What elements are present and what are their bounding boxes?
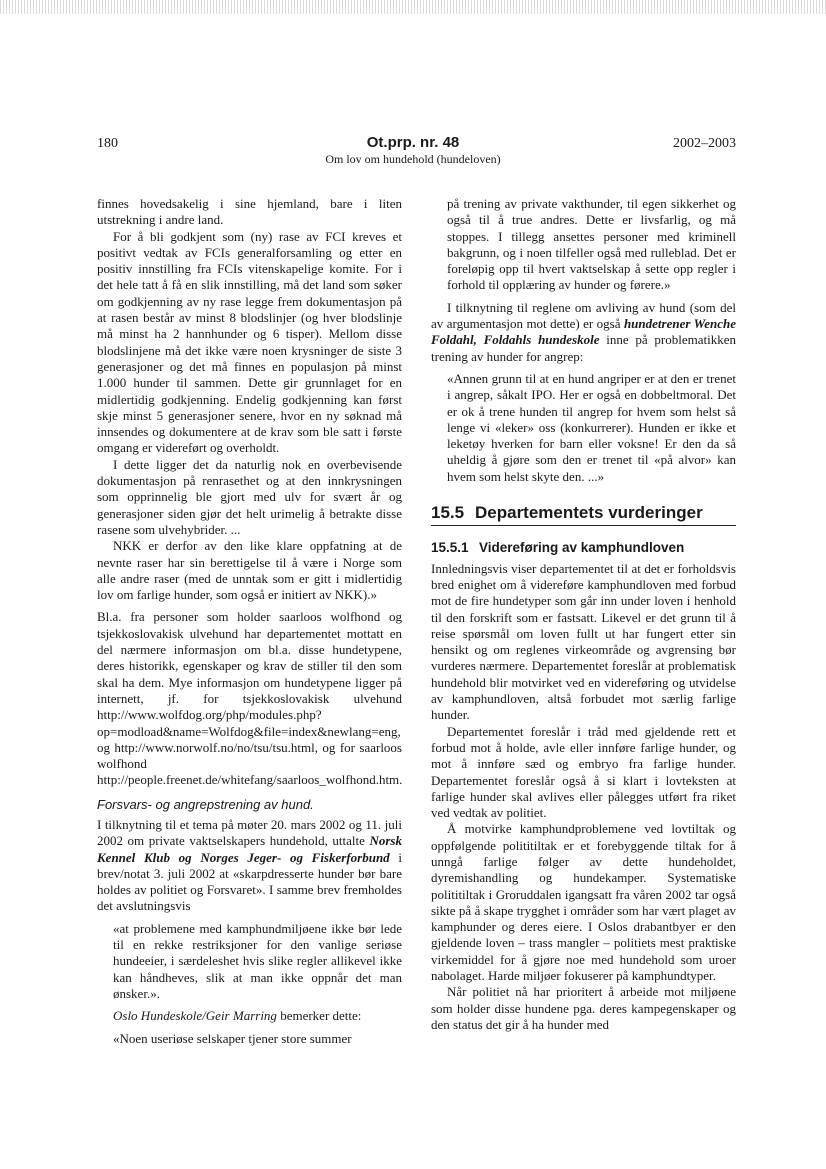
subsection-number: 15.5.1: [431, 540, 469, 556]
quote-text: «at problemene med kamphundmiljøene ikke bør lede til en rekke restriksjoner for den vanlige seriøse hundeeier, i særdeleshet hvis slike regler allikevel ikke kan håndheves, slik at man ikke oppnår det man ønsker.».: [113, 920, 402, 1001]
paragraph: finnes hovedsakelig i sine hjemland, bare i liten utstrekning i andre land.: [97, 196, 402, 228]
block-quote: [113, 921, 402, 1002]
paragraph: [97, 817, 402, 915]
quote-text: på trening av private vakthunder, til egen sikkerhet og også til å true andres. Dette er livsfarlig, og må stoppes. I tillegg ansettes personer med kriminell bakgrunn, og i noen tilfeller også med rulleblad. Det er foreløpig opp til hvert vaktselskap å sette opp regler i forhold til opplæring av hunder og førere.»: [447, 196, 736, 293]
text-run: I tilknytning til reglene om avliving av hund (som del av argumentasjon mot dette) er også: [431, 299, 736, 332]
text-run: inne på problematikken trening av hunder for angrep:: [431, 332, 736, 364]
quote-text: «Noen useriøse selskaper tjener store summer: [113, 1030, 352, 1046]
paragraph: For å bli godkjent som (ny) rase av FCI kreves et positivt vedtak av FCIs generalforsamling og etter en positiv innstilling fra FCIs vitenskapelige komite. For i det hele tatt å få en slik innstilling, må det land som søker om godkjenning av ny rase legge frem dokumentasjon på at rasen består av minst 8 blodslinjer (og hver blodslinje må minst ha 2 hannhunder og 6 tisper). Mellom disse blodslinjene må det ikke være noen krysninger de siste 3 generasjoner og det må finnes en populasjon på minst 1.000 hunder til sammen. Dette gir grunnlaget for en midlertidig godkjenning. Endelig godkjenning kan først skje minst 5 generasjoner senere, hvor en ny søknad må innsendes og dokumentere at de krav som ble satt i første omgang er videreført og overholdt.: [97, 228, 402, 456]
paragraph: I dette ligger det da naturlig nok en overbevisende dokumentasjon på renrasethet og at den innkrysningen som opprinnelig ble gjort med ulv for svært år og generasjoner siden gjør det helt urimelig å betrakte disse rasene som ulvehybrider. ...: [97, 456, 402, 537]
text-run: I tilknytning til et tema på møter 20. mars 2002 og 11. juli 2002 om private vaktselskapers hundehold, uttalte: [97, 816, 402, 849]
page-number: 180: [97, 136, 118, 151]
quote-text: «Annen grunn til at en hund angriper er at den er trenet i angrep, såkalt IPO. Her er også en dobbeltmoral. Det er ok å trene hunden til angrep for hvem som helst så lenge vi «leker» oss (konkurrerer). Hunden er ikke et leketøy hverken for barn eller voksne! Er den da så uheldig å gjøre som den er trenet til «på alvor» kan hvem som helst skyte den. ...»: [447, 370, 736, 484]
paragraph: NKK er derfor av den like klare oppfatning at de nevnte raser har sin berettigelse til å være i Norge som alle andre raser (med de unntak som er gitt i midlertidig lov om farlige hunder, som også er initiert av NKK).»: [97, 538, 402, 603]
organisation-name: Norsk Kennel Klub og Norges Jeger- og Fiskerforbund: [97, 833, 402, 865]
paragraph: Bl.a. fra personer som holder saarloos wolfhond og tsjekkoslovakisk ulvehund har departementet mottatt en del nærmere informasjon om bl.a. disse hundetypene, deres historikk, egenskaper og krav de stiller til den som skal ha dem. Mye informasjon om hundetypene ligger på internett, jf. for tsjekkoslovakisk ulvehund http://www.wolfdog.org/php/modules.php?op=modload&name=Wolfdog&file=index&newlang=eng, og http://www.norwolf.no/no/tsu/tsu.html, og for saarloos wolfhond http://people.freenet.de/whitefang/saarloos_wolfhond.htm.: [97, 609, 403, 788]
section-title: Departementets vurderinger: [475, 503, 703, 523]
block-quote: [113, 1031, 402, 1047]
document-subtitle: Om lov om hundehold (hundeloven): [325, 152, 501, 166]
block-quote: [447, 371, 736, 485]
section-number: 15.5: [431, 503, 465, 523]
section-subheading: Forsvars- og angrepstrening av hund.: [97, 796, 314, 812]
right-column: [431, 196, 736, 1033]
organisation-name: Oslo Hundeskole/Geir Marring: [113, 1008, 277, 1024]
subsection-heading: [431, 540, 736, 556]
session-year: 2002–2003: [673, 136, 736, 151]
section-heading: [431, 505, 736, 526]
person-name: hundetrener Wenche Foldahl, Foldahls hundeskole: [431, 316, 736, 348]
paragraph: Når politiet nå har prioritert å arbeide mot miljøene som holder disse hundene pga. deres kampegenskaper og den status det gir å ha hunder med: [431, 984, 736, 1032]
paragraph: Departementet foreslår i tråd med gjeldende rett et forbud mot å holde, avle eller innføre farlige hunder, og mot å innføre sæd og embryo fra farlige hunder. Departementet foreslår også å si klart i lovteksten at farlige hunder skal avlives eller pålegges utført fra riket ved vedtak av politiet.: [431, 723, 736, 821]
text-run: bemerker dette:: [276, 1008, 362, 1024]
paragraph: [431, 300, 736, 365]
paragraph: Innledningsvis viser departementet til at det er forholdsvis bred enighet om å videreføre kamphundloven med forbud mot de fire hundetyper som går inn under loven i henhold til den forskrift som er fastsatt. Likevel er det grunn til å reise spørsmål om loven fullt ut har fungert etter sin hensikt og om reglenes virkeområde og avgrensing bør vurderes nærmere. Departementet foreslår at problematisk hundehold blir motvirket ved en videreføring og utvidelse av kamphundloven, altså forbudet mot særlig farlige hunder.: [431, 560, 736, 723]
paragraph: Å motvirke kamphundproblemene ved lovtiltak og oppfølgende polititiltak er et forebyggende tiltak for å unngå farlige følger av dette hundeholdet, dyremishandling og hundekamper. Systematiske polititiltak i Groruddalen igangsatt fra våren 2002 tar også sikte på å skape trygghet i områder som har vært plaget av kamphunder og deres eiere. I Oslos drabantbyer er den gjeldende loven – trass mangler – politiets mest praktiske virkemiddel for å gjøre noe med hundehold som uroer nabolaget. Harde miljøer fokuserer på kamphundtyper.: [431, 821, 736, 984]
document-title: Ot.prp. nr. 48: [366, 134, 460, 151]
block-quote: [447, 196, 736, 294]
scan-edge-artifact: [0, 0, 826, 14]
left-column: [97, 196, 402, 1053]
text-run: i brev/notat 3. juli 2002 at «skarpdresserte hunder bør bare holdes av politiet og Forsvaret». I samme brev fremholdes det avslutningsvis: [97, 849, 402, 914]
paragraph: [97, 1008, 402, 1024]
subsection-title: Videreføring av kamphundloven: [479, 540, 685, 556]
